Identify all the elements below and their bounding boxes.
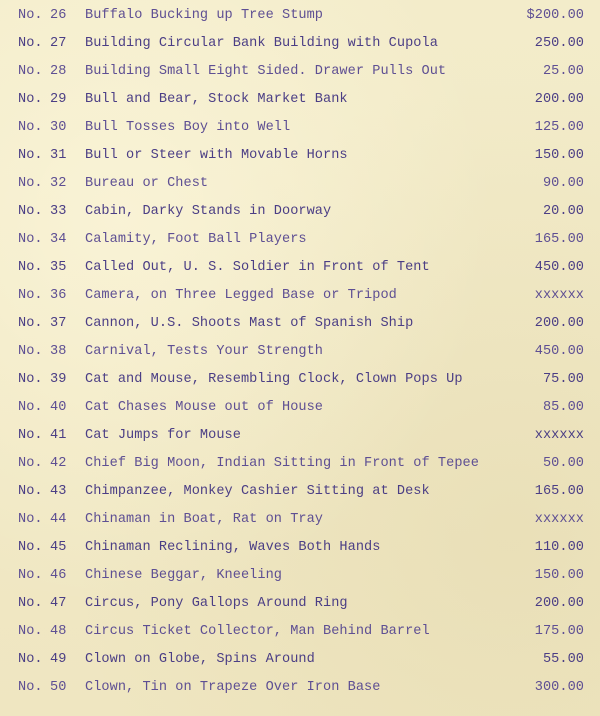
entry-description: Cat Jumps for Mouse xyxy=(85,428,241,443)
entry-prefix: No. xyxy=(18,92,43,107)
entry-number: 43 xyxy=(50,484,67,499)
entry-price: 50.00 xyxy=(542,456,584,471)
entry-number: 48 xyxy=(50,624,67,639)
entry-description: Building Circular Bank Building with Cupola xyxy=(85,36,438,51)
entry-number: 46 xyxy=(50,568,67,583)
list-item xyxy=(0,450,600,478)
entry-price: 90.00 xyxy=(542,176,584,191)
entry-prefix: No. xyxy=(18,568,43,583)
entry-number: 39 xyxy=(50,372,67,387)
entry-prefix: No. xyxy=(18,316,43,331)
entry-number: 50 xyxy=(50,680,67,695)
entry-description: Chinaman in Boat, Rat on Tray xyxy=(85,512,324,527)
price-list xyxy=(0,2,600,702)
entry-price: 55.00 xyxy=(542,652,584,667)
list-item xyxy=(0,646,600,674)
entry-price: 110.00 xyxy=(534,540,584,555)
entry-description: Called Out, U. S. Soldier in Front of Tent xyxy=(85,260,430,275)
list-item xyxy=(0,310,600,338)
entry-prefix: No. xyxy=(18,624,43,639)
list-item xyxy=(0,282,600,310)
entry-price: 25.00 xyxy=(542,64,584,79)
entry-number: 38 xyxy=(50,344,67,359)
entry-number: 47 xyxy=(50,596,67,611)
entry-description: Chinaman Reclining, Waves Both Hands xyxy=(85,540,381,555)
entry-description: Circus Ticket Collector, Man Behind Barrel xyxy=(85,624,430,639)
list-item xyxy=(0,254,600,282)
entry-price: 75.00 xyxy=(542,372,584,387)
entry-description: Clown on Globe, Spins Around xyxy=(85,652,315,667)
entry-price: 150.00 xyxy=(534,568,584,583)
list-item xyxy=(0,422,600,450)
entry-description: Bull or Steer with Movable Horns xyxy=(85,148,348,163)
entry-number: 32 xyxy=(50,176,67,191)
entry-number: 28 xyxy=(50,64,67,79)
list-item xyxy=(0,366,600,394)
entry-description: Clown, Tin on Trapeze Over Iron Base xyxy=(85,680,381,695)
entry-description: Carnival, Tests Your Strength xyxy=(85,344,324,359)
entry-prefix: No. xyxy=(18,120,43,135)
entry-description: Bureau or Chest xyxy=(85,176,209,191)
entry-description: Cat Chases Mouse out of House xyxy=(85,400,324,415)
entry-number: 44 xyxy=(50,512,67,527)
entry-price: 250.00 xyxy=(534,36,584,51)
entry-price: 150.00 xyxy=(534,148,584,163)
list-item xyxy=(0,590,600,618)
list-item xyxy=(0,562,600,590)
list-item xyxy=(0,198,600,226)
entry-description: Bull and Bear, Stock Market Bank xyxy=(85,92,348,107)
entry-prefix: No. xyxy=(18,8,43,23)
entry-number: 31 xyxy=(50,148,67,163)
entry-price: 125.00 xyxy=(534,120,584,135)
entry-number: 30 xyxy=(50,120,67,135)
entry-price: xxxxxx xyxy=(534,512,584,527)
entry-prefix: No. xyxy=(18,540,43,555)
entry-price: 20.00 xyxy=(542,204,584,219)
entry-prefix: No. xyxy=(18,428,43,443)
entry-price: 200.00 xyxy=(534,92,584,107)
entry-price: 200.00 xyxy=(534,596,584,611)
list-item xyxy=(0,142,600,170)
entry-price: xxxxxx xyxy=(534,288,584,303)
entry-prefix: No. xyxy=(18,652,43,667)
entry-prefix: No. xyxy=(18,64,43,79)
entry-prefix: No. xyxy=(18,372,43,387)
entry-price: 450.00 xyxy=(534,344,584,359)
entry-prefix: No. xyxy=(18,288,43,303)
entry-prefix: No. xyxy=(18,176,43,191)
entry-description: Buffalo Bucking up Tree Stump xyxy=(85,8,324,23)
entry-number: 34 xyxy=(50,232,67,247)
entry-price: 165.00 xyxy=(534,232,584,247)
entry-prefix: No. xyxy=(18,400,43,415)
entry-description: Calamity, Foot Ball Players xyxy=(85,232,307,247)
entry-prefix: No. xyxy=(18,512,43,527)
entry-prefix: No. xyxy=(18,148,43,163)
entry-description: Building Small Eight Sided. Drawer Pulls Out xyxy=(85,64,447,79)
list-item xyxy=(0,58,600,86)
entry-number: 42 xyxy=(50,456,67,471)
entry-price: 165.00 xyxy=(534,484,584,499)
list-item xyxy=(0,170,600,198)
list-item xyxy=(0,86,600,114)
entry-price: 200.00 xyxy=(534,316,584,331)
entry-description: Camera, on Three Legged Base or Tripod xyxy=(85,288,397,303)
entry-price: xxxxxx xyxy=(534,428,584,443)
entry-prefix: No. xyxy=(18,456,43,471)
entry-description: Circus, Pony Gallops Around Ring xyxy=(85,596,348,611)
entry-number: 36 xyxy=(50,288,67,303)
entry-number: 33 xyxy=(50,204,67,219)
entry-price: 450.00 xyxy=(534,260,584,275)
entry-description: Cannon, U.S. Shoots Mast of Spanish Ship xyxy=(85,316,414,331)
entry-number: 37 xyxy=(50,316,67,331)
list-item xyxy=(0,338,600,366)
entry-number: 27 xyxy=(50,36,67,51)
entry-prefix: No. xyxy=(18,204,43,219)
list-item xyxy=(0,394,600,422)
entry-number: 41 xyxy=(50,428,67,443)
list-item xyxy=(0,618,600,646)
entry-prefix: No. xyxy=(18,36,43,51)
list-item xyxy=(0,478,600,506)
entry-price: 175.00 xyxy=(534,624,584,639)
entry-description: Cat and Mouse, Resembling Clock, Clown Pops Up xyxy=(85,372,463,387)
list-item xyxy=(0,534,600,562)
entry-number: 29 xyxy=(50,92,67,107)
entry-price: 85.00 xyxy=(542,400,584,415)
entry-prefix: No. xyxy=(18,680,43,695)
entry-description: Bull Tosses Boy into Well xyxy=(85,120,291,135)
list-item xyxy=(0,30,600,58)
list-item xyxy=(0,114,600,142)
list-item xyxy=(0,2,600,30)
entry-prefix: No. xyxy=(18,484,43,499)
entry-description: Chinese Beggar, Kneeling xyxy=(85,568,282,583)
list-item xyxy=(0,506,600,534)
entry-price: $200.00 xyxy=(526,8,584,23)
entry-number: 35 xyxy=(50,260,67,275)
entry-number: 26 xyxy=(50,8,67,23)
entry-description: Cabin, Darky Stands in Doorway xyxy=(85,204,332,219)
entry-price: 300.00 xyxy=(534,680,584,695)
entry-description: Chimpanzee, Monkey Cashier Sitting at Desk xyxy=(85,484,430,499)
list-item xyxy=(0,226,600,254)
entry-description: Chief Big Moon, Indian Sitting in Front of Tepee xyxy=(85,456,479,471)
entry-prefix: No. xyxy=(18,260,43,275)
entry-prefix: No. xyxy=(18,596,43,611)
entry-prefix: No. xyxy=(18,232,43,247)
entry-prefix: No. xyxy=(18,344,43,359)
entry-number: 49 xyxy=(50,652,67,667)
entry-number: 40 xyxy=(50,400,67,415)
list-item xyxy=(0,674,600,702)
entry-number: 45 xyxy=(50,540,67,555)
